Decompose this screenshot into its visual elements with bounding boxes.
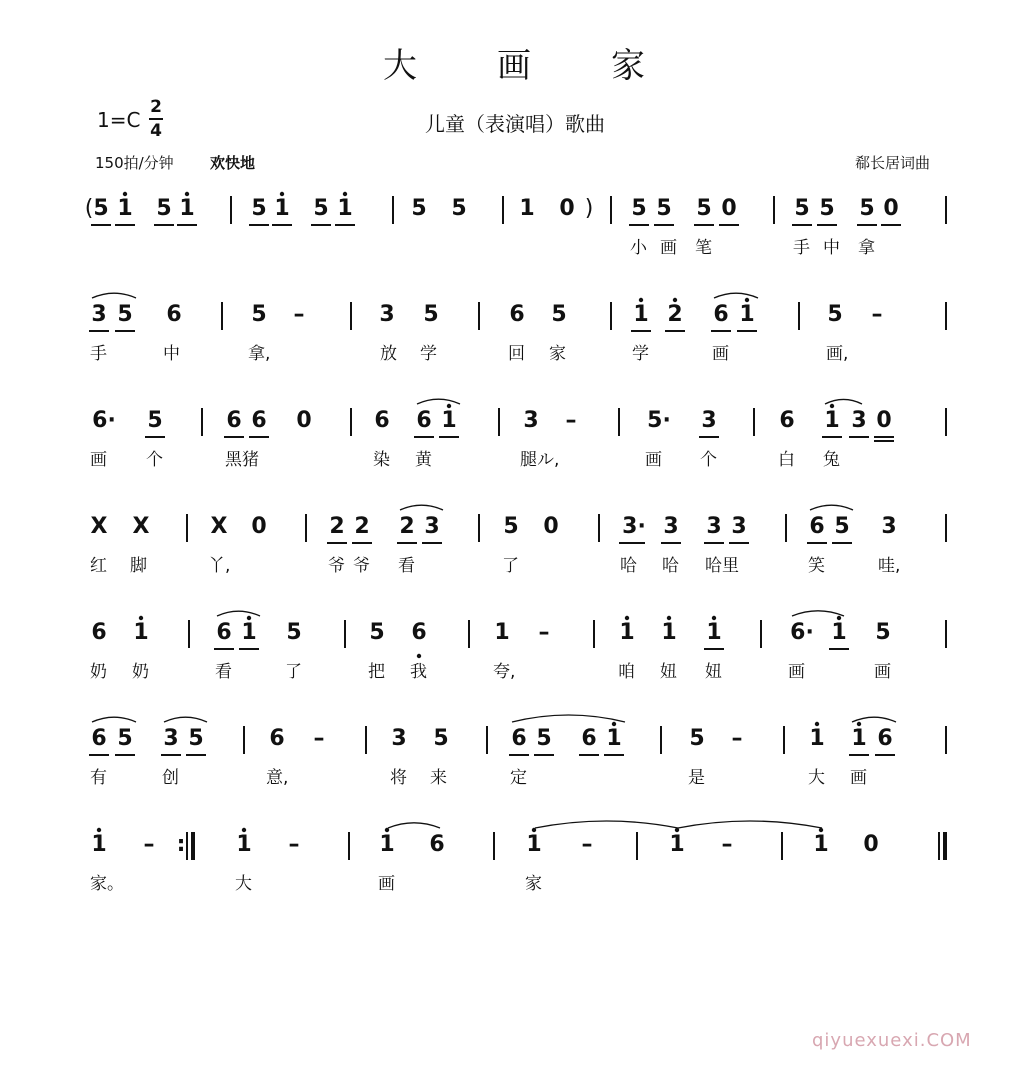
lyric: 我 (410, 662, 427, 682)
note: 5 (827, 302, 843, 327)
note: 5 (313, 196, 329, 221)
lyric: 学 (420, 344, 437, 364)
note: 1 (706, 620, 722, 645)
lyric: 哈 (620, 556, 637, 576)
page-title: 大画家 (383, 46, 725, 86)
lyric: 画 (378, 874, 395, 894)
note: 0 (863, 832, 879, 857)
barline (610, 302, 612, 330)
barline (493, 832, 495, 860)
note: 0 (883, 196, 899, 221)
note: 5 (794, 196, 810, 221)
barline (230, 196, 232, 224)
barline (478, 514, 480, 542)
note: ) (584, 196, 594, 221)
lyric: 画 (874, 662, 891, 682)
lyric: 看 (215, 662, 232, 682)
lyric: 笑 (808, 556, 825, 576)
note: 5 (433, 726, 449, 751)
barline (760, 620, 762, 648)
barline (188, 620, 190, 648)
note: 6 (216, 620, 232, 645)
note: – (293, 302, 305, 327)
barline (350, 408, 352, 436)
note: 3 (701, 408, 717, 433)
barline (348, 832, 350, 860)
note: 6· (790, 620, 814, 645)
note: – (721, 832, 733, 857)
note: 0 (296, 408, 312, 433)
lyric: 奶 (90, 662, 107, 682)
note: 3 (91, 302, 107, 327)
note: – (143, 832, 155, 857)
note: 3 (881, 514, 897, 539)
lyric: 个 (700, 450, 717, 470)
note: 3 (391, 726, 407, 751)
note: 5 (503, 514, 519, 539)
note: 5 (117, 726, 133, 751)
note: 5 (859, 196, 875, 221)
note: 2 (399, 514, 415, 539)
barline (945, 514, 947, 542)
lyric: 拿 (858, 238, 875, 258)
note: 5 (875, 620, 891, 645)
barline (783, 726, 785, 754)
note: 6 (429, 832, 445, 857)
lyric: 爷 (328, 556, 345, 576)
lyric: 咱 (618, 662, 635, 682)
note: 1 (441, 408, 457, 433)
note: 5 (536, 726, 552, 751)
note: 1 (179, 196, 195, 221)
lyric: 意, (266, 768, 289, 788)
barline (798, 302, 800, 330)
barline (945, 196, 947, 224)
note: 6 (509, 302, 525, 327)
note: 2 (329, 514, 345, 539)
note: 5 (451, 196, 467, 221)
note: 6 (269, 726, 285, 751)
mood-marking: 欢快地 (210, 154, 256, 172)
note: 1 (851, 726, 867, 751)
barline (502, 196, 504, 224)
barline (610, 196, 612, 224)
note: 6 (511, 726, 527, 751)
barline (618, 408, 620, 436)
note: 6· (92, 408, 116, 433)
score-line (0, 408, 1028, 508)
lyric: 画 (660, 238, 677, 258)
song-genre: 儿童（表演唱）歌曲 (425, 112, 605, 136)
note: 1 (274, 196, 290, 221)
note: 3 (523, 408, 539, 433)
note: X (210, 514, 228, 539)
lyric: 小 (630, 238, 647, 258)
note: – (288, 832, 300, 857)
lyric: 看 (398, 556, 415, 576)
note: – (313, 726, 325, 751)
note: 6 (91, 726, 107, 751)
lyric: 创 (162, 768, 179, 788)
note: 6 (374, 408, 390, 433)
score-line (0, 196, 1028, 296)
note: 6 (713, 302, 729, 327)
note: 5 (631, 196, 647, 221)
lyric: 哈里 (705, 556, 739, 576)
note: 5 (156, 196, 172, 221)
note: 6 (251, 408, 267, 433)
note: 2 (354, 514, 370, 539)
note: X (90, 514, 108, 539)
lyric: 丫, (208, 556, 231, 576)
note: 6 (226, 408, 242, 433)
barline (365, 726, 367, 754)
note: 1 (619, 620, 635, 645)
lyric: 手 (90, 344, 107, 364)
note: 1 (831, 620, 847, 645)
note: 5 (423, 302, 439, 327)
lyric: 哈 (662, 556, 679, 576)
score-line (0, 832, 1028, 932)
repeat-dots: : (176, 832, 186, 857)
watermark: qiyuexuexi.COM (812, 1030, 972, 1051)
barline (660, 726, 662, 754)
barline (945, 302, 947, 330)
note: 1 (661, 620, 677, 645)
note: 1 (824, 408, 840, 433)
note: 1 (669, 832, 685, 857)
note: 5 (696, 196, 712, 221)
lyric: 画, (826, 344, 849, 364)
barline (781, 832, 783, 860)
score-line (0, 514, 1028, 614)
lyric: 画 (90, 450, 107, 470)
note: 3 (731, 514, 747, 539)
note: – (581, 832, 593, 857)
barline (392, 196, 394, 224)
lyric: 爷 (353, 556, 370, 576)
note: 1 (739, 302, 755, 327)
lyric: 染 (373, 450, 390, 470)
note: 0 (251, 514, 267, 539)
lyric: 黄 (415, 450, 432, 470)
note: 1 (236, 832, 252, 857)
lyric: 家 (525, 874, 542, 894)
lyric: 夸, (493, 662, 516, 682)
note: – (538, 620, 550, 645)
note: 6 (581, 726, 597, 751)
note: – (731, 726, 743, 751)
author-credit: 郗长居词曲 (855, 154, 931, 172)
barline (201, 408, 203, 436)
note: 1 (519, 196, 535, 221)
score-line (0, 726, 1028, 826)
lyric: 了 (502, 556, 519, 576)
lyric: 脚 (130, 556, 147, 576)
note: 1 (813, 832, 829, 857)
note: 1 (494, 620, 510, 645)
note: 0 (559, 196, 575, 221)
barline (350, 302, 352, 330)
barline (186, 514, 188, 542)
barline-thin (186, 832, 188, 860)
lyric: 红 (90, 556, 107, 576)
lyric: 白 (778, 450, 795, 470)
lyric: 将 (390, 768, 407, 788)
lyric: 中 (823, 238, 840, 258)
key-signature: 1=C (97, 108, 141, 132)
lyric: 了 (285, 662, 302, 682)
barline (498, 408, 500, 436)
lyric: 奶 (132, 662, 149, 682)
score-line (0, 620, 1028, 720)
note: 1 (526, 832, 542, 857)
note: 1 (133, 620, 149, 645)
score-line (0, 302, 1028, 402)
note: 1 (241, 620, 257, 645)
note: 5 (819, 196, 835, 221)
lyric: 画 (788, 662, 805, 682)
lyric: 哇, (878, 556, 901, 576)
time-signature-bar (149, 118, 163, 120)
tempo-marking: 150拍/分钟 (95, 154, 174, 172)
barline (945, 408, 947, 436)
lyric: 来 (430, 768, 447, 788)
lyric: 定 (510, 768, 527, 788)
note: 3 (379, 302, 395, 327)
note: 6 (416, 408, 432, 433)
lyric: 腿ル, (520, 450, 560, 470)
note: 3 (706, 514, 722, 539)
barline (243, 726, 245, 754)
note: 6 (91, 620, 107, 645)
note: 6 (809, 514, 825, 539)
lyric: 家。 (90, 874, 124, 894)
note: 1 (809, 726, 825, 751)
note: 5 (411, 196, 427, 221)
note: 5 (369, 620, 385, 645)
lyric: 大 (235, 874, 252, 894)
lyric: 是 (688, 768, 705, 788)
note: 1 (337, 196, 353, 221)
lyric: 画 (850, 768, 867, 788)
note: 2 (667, 302, 683, 327)
lyric: 家 (549, 344, 566, 364)
note: 3 (663, 514, 679, 539)
lyric: 中 (163, 344, 180, 364)
note: 5 (147, 408, 163, 433)
barline (785, 514, 787, 542)
note: 5 (551, 302, 567, 327)
note: 1 (633, 302, 649, 327)
lyric: 兔 (823, 450, 840, 470)
note: 5 (286, 620, 302, 645)
lyric: 个 (146, 450, 163, 470)
time-signature-denominator: 4 (150, 121, 162, 141)
barline-thin (938, 832, 940, 860)
lyric: 拿, (248, 344, 271, 364)
lyric: 妞 (660, 662, 677, 682)
note: 1 (606, 726, 622, 751)
lyric: 学 (632, 344, 649, 364)
barline (221, 302, 223, 330)
note: 5 (93, 196, 109, 221)
lyric: 有 (90, 768, 107, 788)
note: 6 (779, 408, 795, 433)
lyric: 黑猪 (225, 450, 259, 470)
note: 6 (411, 620, 427, 645)
note: 1 (379, 832, 395, 857)
note: X (132, 514, 150, 539)
barline (753, 408, 755, 436)
lyric: 大 (808, 768, 825, 788)
lyric: 妞 (705, 662, 722, 682)
lyric: 手 (793, 238, 810, 258)
note: ( (84, 196, 94, 221)
note: 1 (117, 196, 133, 221)
note: 5 (689, 726, 705, 751)
note: 0 (721, 196, 737, 221)
note: 0 (876, 408, 892, 433)
barline (593, 620, 595, 648)
note: 6 (877, 726, 893, 751)
barline (773, 196, 775, 224)
barline (344, 620, 346, 648)
barline (486, 726, 488, 754)
barline (598, 514, 600, 542)
note: – (871, 302, 883, 327)
barline-thick (943, 832, 947, 860)
note: 5· (647, 408, 671, 433)
barline (305, 514, 307, 542)
lyric: 回 (508, 344, 525, 364)
note: 5 (251, 196, 267, 221)
note: 1 (91, 832, 107, 857)
barline (636, 832, 638, 860)
note: 3 (424, 514, 440, 539)
lyric: 画 (712, 344, 729, 364)
lyric: 笔 (695, 238, 712, 258)
barline (945, 620, 947, 648)
note: 3 (163, 726, 179, 751)
note: 5 (656, 196, 672, 221)
note: 5 (251, 302, 267, 327)
barline (945, 726, 947, 754)
note: 0 (543, 514, 559, 539)
time-signature-numerator: 2 (150, 97, 162, 117)
note: 3· (622, 514, 646, 539)
lyric: 放 (380, 344, 397, 364)
note: 3 (851, 408, 867, 433)
note: 5 (834, 514, 850, 539)
note: – (565, 408, 577, 433)
note: 5 (117, 302, 133, 327)
lyric: 画 (645, 450, 662, 470)
time-signature (148, 96, 164, 142)
barline (478, 302, 480, 330)
barline (468, 620, 470, 648)
note: 6 (166, 302, 182, 327)
note: 5 (188, 726, 204, 751)
lyric: 把 (368, 662, 385, 682)
octave-dot-low (417, 654, 421, 658)
barline-thick (191, 832, 195, 860)
